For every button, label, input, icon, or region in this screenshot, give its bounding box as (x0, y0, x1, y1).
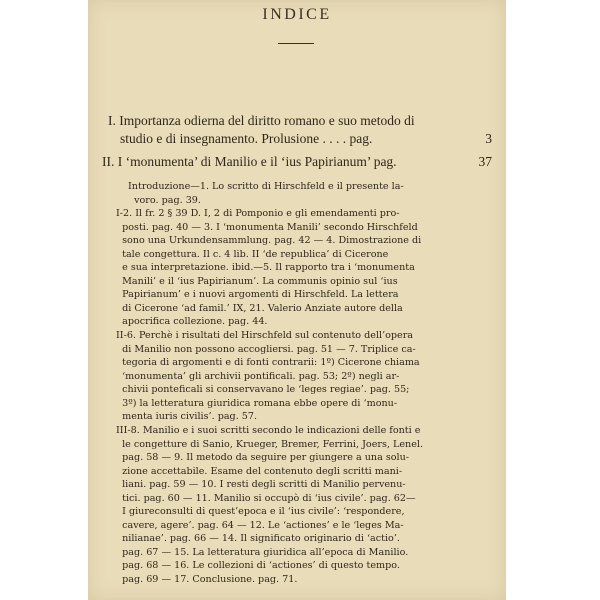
toc-section-line: pag. 69 — 17. Conclusione. pag. 71. (116, 573, 298, 585)
toc-section-line: 3º) la letteratura giuridica romana ebbe opere di ‘monu- (116, 397, 398, 409)
toc-section-line: e sua interpretazione. ibid.—5. Il rapporto tra i ‘monumenta (116, 262, 415, 273)
toc-section-line: di Manilio non possono accogliersi. pag. 51 — 7. Triplice ca- (116, 343, 416, 355)
toc-section-line: menta iuris civilis’. pag. 57. (116, 411, 258, 422)
toc-entry-2-page: 37 (478, 154, 492, 169)
toc-section-line: sono una Urkundensammlung. pag. 42 — 4. Dimostrazione di (116, 235, 422, 246)
book-page (88, 0, 506, 600)
toc-section-intro (128, 180, 404, 207)
toc-section-line: III-8. Manilio e i suoi scritti secondo le indicazioni delle fonti e (116, 425, 421, 436)
toc-section-line: I giureconsulti di quest’epoca e il ‘ius civile’: ‘respondere, (116, 506, 405, 517)
toc-section-iii (116, 424, 423, 586)
toc-section-line: liani. pag. 59 — 10. I resti degli scritti di Manilio pervenu- (116, 479, 406, 490)
toc-section-line: voro. pag. 39. (128, 194, 201, 206)
toc-section-line: ‘monumenta’ gli archivii pontificali. pag. 53; 2º) negli ar- (116, 370, 400, 382)
toc-section-line: zione accettabile. Esame del contenuto degli scritti mani- (116, 465, 403, 477)
toc-section-line: tale congettura. Il c. 4 lib. II ‘de republica’ di Cicerone (116, 248, 389, 260)
toc-section-line: di Cicerone ‘ad famil.’ IX, 21. Valerio Anziate autore della (116, 302, 403, 314)
toc-section-line: le congetture di Sanio, Krueger, Bremer, Ferrini, Joers, Lenel. (116, 438, 424, 450)
toc-entry-2-line1: II. I ‘monumenta’ di Manilio e il ‘ius Papirianum’ pag. (102, 154, 397, 169)
toc-section-i (116, 207, 421, 329)
toc-section-line: Manili’ e il ‘ius Papirianum’. La communis opinio sul ‘ius (116, 275, 398, 287)
toc-section-line: pag. 58 — 9. Il metodo da seguire per giungere a una solu- (116, 452, 410, 463)
toc-section-line: Introduzione—1. Lo scritto di Hirschfeld e il presente la- (128, 181, 404, 192)
toc-section-line: pag. 67 — 15. La letteratura giuridica all’epoca di Manilio. (116, 546, 409, 558)
toc-entry-1-line1: I. Importanza odierna del diritto romano e suo metodo di (108, 113, 415, 128)
toc-entry-1-page: 3 (485, 131, 492, 146)
toc-section-line: II-6. Perchè i risultati del Hirschfeld sul contenuto dell’opera (116, 330, 414, 341)
toc-section-line: cavere, agere’. pag. 64 — 12. Le ‘actiones’ e le ‘leges Ma- (116, 519, 404, 531)
toc-entry-1-line2: studio e di insegnamento. Prolusione . . . . pag. (120, 131, 373, 146)
title-divider (278, 43, 314, 44)
toc-section-line: posti. pag. 40 — 3. I ‘monumenta Manili’ secondo Hirschfeld (116, 221, 418, 233)
toc-section-line: nilianae’. pag. 66 — 14. Il significato originario di ‘actio’. (116, 533, 400, 544)
toc-section-line: pag. 68 — 16. Le collezioni di ‘actiones’ di questo tempo. (116, 560, 400, 571)
toc-section-line: chivii ponteficali si conservavano le ‘leges regiae’. pag. 55; (116, 384, 410, 395)
toc-entry-1 (108, 112, 492, 148)
toc-entry-1-line2-row (108, 130, 492, 148)
toc-section-ii (116, 329, 420, 424)
toc-section-line: tici. pag. 60 — 11. Manilio si occupò di ‘ius civile’. pag. 62— (116, 492, 416, 504)
page-title: INDICE (262, 6, 332, 23)
toc-section-line: apocrifica collezione. pag. 44. (116, 316, 268, 327)
toc-entry-2 (102, 153, 492, 171)
toc-section-line: Papirianum’ e i nuovi argomenti di Hirschfeld. La lettera (116, 289, 399, 300)
toc-section-line: tegoria di argomenti e di fonti contrarii: 1º) Cicerone chiama (116, 357, 420, 368)
toc-section-line: I-2. Il fr. 2 § 39 D. I, 2 di Pomponio e gli emendamenti pro- (116, 208, 400, 219)
